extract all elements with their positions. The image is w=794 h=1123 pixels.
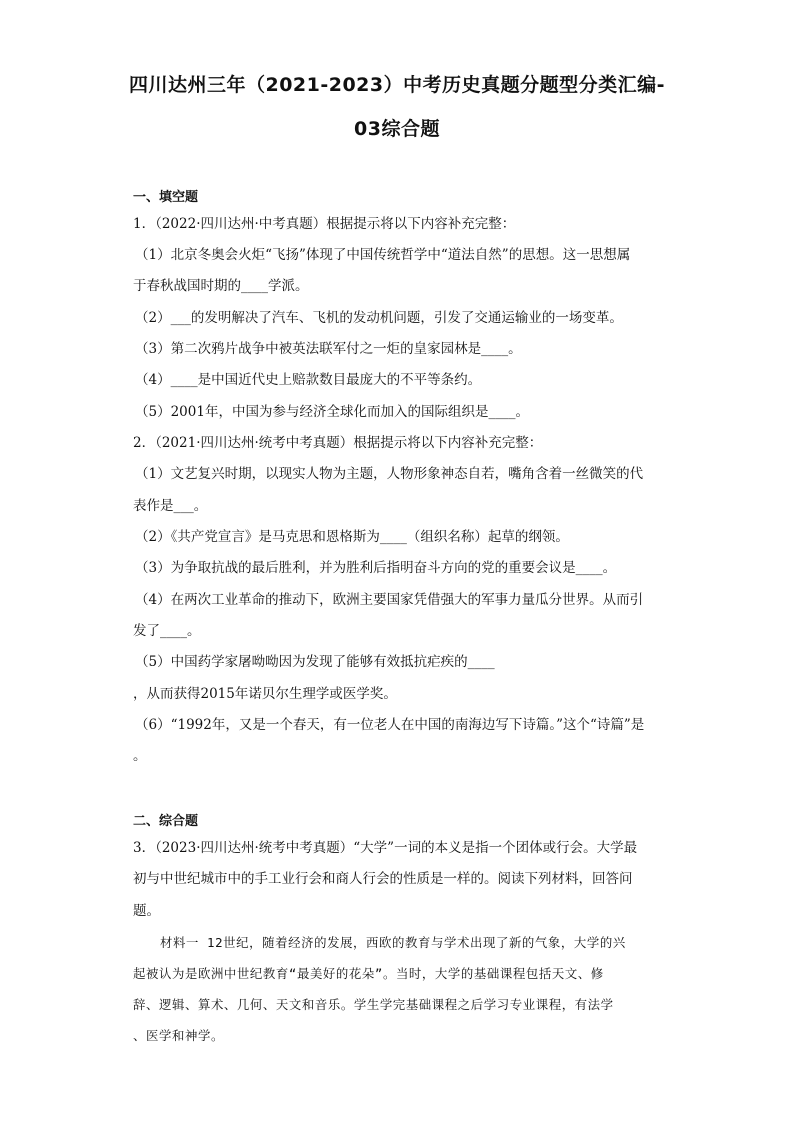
question-1-sub-1-line1: （1）北京冬奥会火炬“飞扬”体现了中国传统哲学中“道法自然”的思想。这一思想属	[135, 247, 631, 263]
question-2-sub-5-line1: （5）中国药学家屠呦呦因为发现了能够有效抵抗疟疾的____	[135, 654, 495, 670]
question-2-sub-5-line2: ，从而获得2015年诺贝尔生理学或医学奖。	[133, 686, 397, 702]
question-1-sub-2: （2）___的发明解决了汽车、飞机的发动机问题，引发了交通运输业的一场变革。	[135, 310, 623, 326]
question-2-stem: 2．（2021·四川达州·统考中考真题）根据提示将以下内容补充完整：	[133, 435, 543, 451]
material-1-line1: 材料一 12世纪，随着经济的发展，西欧的教育与学术出现了新的气象，大学的兴	[160, 935, 626, 950]
material-1-line3: 辞、逻辑、算术、几何、天文和音乐。学生学完基础课程之后学习专业课程，有法学	[133, 997, 614, 1012]
question-1-sub-5: （5）2001年，中国为参与经济全球化而加入的国际组织是____。	[135, 404, 529, 420]
section-heading-fill-blank: 一、填空题	[133, 190, 199, 205]
question-2-sub-4-line1: （4）在两次工业革命的推动下，欧洲主要国家凭借强大的军事力量瓜分世界。从而引	[135, 592, 644, 608]
question-2-sub-1-line2: 表作是___。	[133, 498, 208, 514]
document-title-line1: 四川达州三年（2021-2023）中考历史真题分题型分类汇编-	[128, 74, 666, 96]
question-1-sub-3: （3）第二次鸦片战争中被英法联军付之一炬的皇家园林是____。	[135, 341, 522, 357]
question-3-stem-line2: 初与中世纪城市中的手工业行会和商人行会的性质是一样的。阅读下列材料，回答问	[133, 871, 633, 887]
question-1-stem: 1．（2022·四川达州·中考真题）根据提示将以下内容补充完整：	[133, 216, 516, 232]
question-2-sub-6-line2: 。	[133, 748, 147, 764]
material-1-line2: 起被认为是欧洲中世纪教育“最美好的花朵”。当时，大学的基础课程包括天文、修	[133, 966, 604, 981]
question-3-stem-line1: 3．（2023·四川达州·统考中考真题）“大学”一词的本义是指一个团体或行会。大学最	[133, 840, 638, 856]
question-1-sub-1-line2: 于春秋战国时期的____学派。	[133, 278, 309, 294]
material-1-line4: 、医学和神学。	[133, 1028, 224, 1043]
question-3-stem-line3: 题。	[133, 903, 160, 919]
question-2-sub-1-line1: （1）文艺复兴时期，以现实人物为主题，人物形象神态自若，嘴角含着一丝微笑的代	[135, 466, 644, 482]
question-2-sub-4-line2: 发了____。	[133, 623, 201, 639]
question-2-sub-2: （2）《共产党宣言》是马克思和恩格斯为____（组织名称）起草的纲领。	[135, 529, 569, 545]
question-2-sub-6-line1: （6）“1992年，又是一个春天，有一位老人在中国的南海边写下诗篇。”这个“诗篇”是	[135, 717, 645, 733]
question-1-sub-4: （4）____是中国近代史上赔款数目最庞大的不平等条约。	[135, 372, 482, 388]
section-heading-comprehensive: 二、综合题	[133, 814, 199, 829]
document-title-line2: 03综合题	[354, 118, 440, 140]
question-2-sub-3: （3）为争取抗战的最后胜利，并为胜利后指明奋斗方向的党的重要会议是____。	[135, 560, 617, 576]
